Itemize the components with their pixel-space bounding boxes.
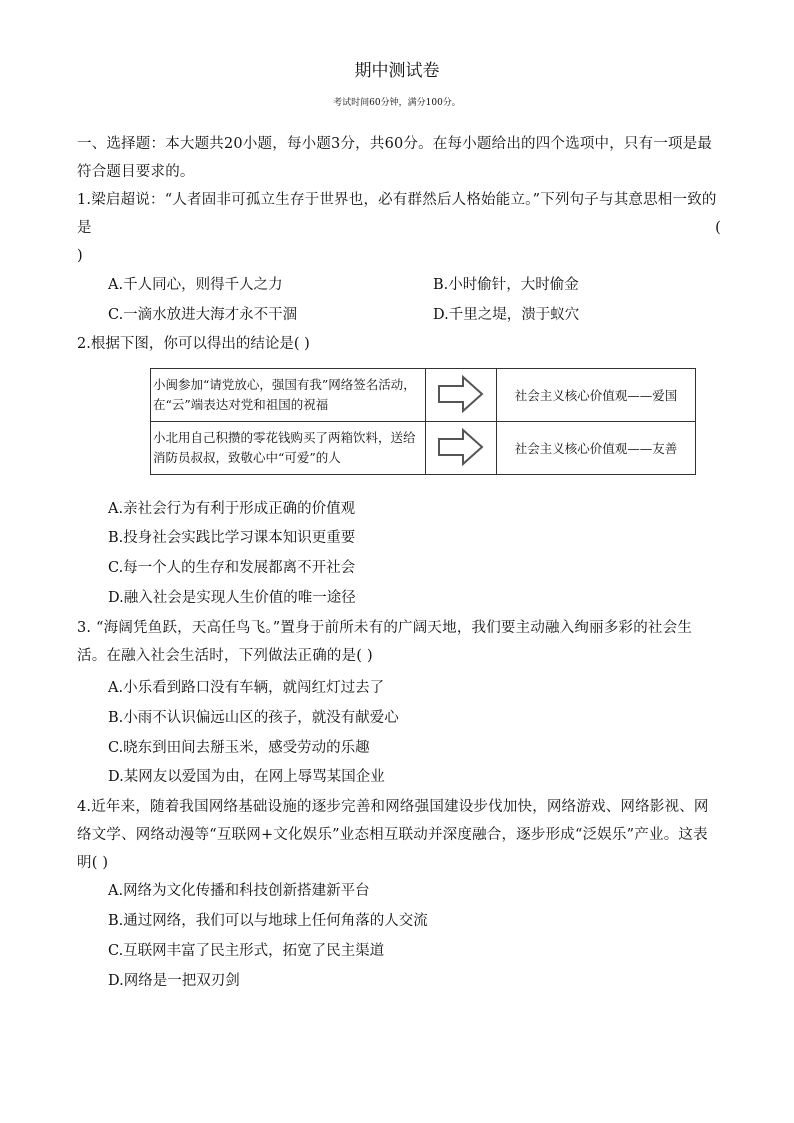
section-heading: 一、选择题：本大题共20小题，每小题3分，共60分。在每小题给出的四个选项中，只有一项是最符合题目要求的。 (77, 136, 713, 180)
q1-option-c[interactable]: C.一滴水放进大海才永不干涸 (108, 307, 298, 323)
question-1-stem (77, 186, 721, 242)
table-cell-arrow (426, 369, 497, 422)
table-cell-behavior: 小北用自己积攒的零花钱购买了两箱饮料，送给消防员叔叔，致敬心中“可爱”的人 (151, 422, 426, 475)
answer-paren-open: ( (715, 220, 721, 236)
table-cell-value: 社会主义核心价值观——友善 (497, 422, 696, 475)
table-row (151, 422, 696, 475)
q2-figure-table (150, 368, 696, 475)
q1-option-b[interactable]: B.小时偷针，大时偷金 (433, 277, 579, 293)
q4-option-d[interactable]: D.网络是一把双刃剑 (108, 973, 240, 989)
q2-option-c[interactable]: C.每一个人的生存和发展都离不开社会 (108, 560, 356, 576)
q2-option-d[interactable]: D.融入社会是实现人生价值的唯一途径 (108, 590, 356, 606)
question-2-stem: 2.根据下图，你可以得出的结论是( ) (77, 336, 310, 352)
q2-option-b[interactable]: B.投身社会实践比学习课本知识更重要 (108, 530, 356, 546)
q3-option-c[interactable]: C.晓东到田间去掰玉米，感受劳动的乐趣 (108, 740, 370, 756)
q2-option-a[interactable]: A.亲社会行为有利于形成正确的价值观 (108, 501, 356, 517)
table-cell-value: 社会主义核心价值观——爱国 (497, 369, 696, 422)
q1-option-d[interactable]: D.千里之堤，溃于蚁穴 (433, 307, 580, 323)
question-3-stem: 3. “海阔凭鱼跃，天高任鸟飞。”置身于前所未有的广阔天地，我们要主动融入绚丽多彩的社会生活。在融入社会生活时，下列做法正确的是( ) (77, 620, 693, 664)
table-row (151, 369, 696, 422)
table-cell-behavior: 小闽参加“请党放心，强国有我”网络签名活动，在“云”端表达对党和祖国的祝福 (151, 369, 426, 422)
answer-paren-close: ) (77, 248, 83, 264)
question-4-stem: 4.近年来，随着我国网络基础设施的逐步完善和网络强国建设步伐加快，网络游戏、网络影视、网络文学、网络动漫等“互联网+文化娱乐”业态相互联动并深度融合，逐步形成“泛娱乐”产业。这表明( ) (77, 799, 709, 871)
page-title: 期中测试卷 (354, 61, 440, 81)
q4-option-a[interactable]: A.网络为文化传播和科技创新搭建新平台 (108, 883, 370, 899)
q4-option-c[interactable]: C.互联网丰富了民主形式，拓宽了民主渠道 (108, 943, 385, 959)
right-arrow-icon (437, 427, 485, 467)
q1-option-a[interactable]: A.千人同心，则得千人之力 (108, 277, 283, 293)
q4-option-b[interactable]: B.通过网络，我们可以与地球上任何角落的人交流 (108, 913, 428, 929)
exam-info: 考试时间60分钟，满分100分。 (333, 98, 461, 108)
question-1-text: 1.梁启超说：“人者固非可孤立生存于世界也，必有群然后人格始能立。”下列句子与其意思相一致的是 (77, 192, 717, 236)
table-cell-arrow (426, 422, 497, 475)
q3-option-a[interactable]: A.小乐看到路口没有车辆，就闯红灯过去了 (108, 680, 385, 696)
q3-option-b[interactable]: B.小雨不认识偏远山区的孩子，就没有献爱心 (108, 710, 399, 726)
right-arrow-icon (437, 374, 485, 414)
q3-option-d[interactable]: D.某网友以爱国为由，在网上辱骂某国企业 (108, 769, 385, 785)
